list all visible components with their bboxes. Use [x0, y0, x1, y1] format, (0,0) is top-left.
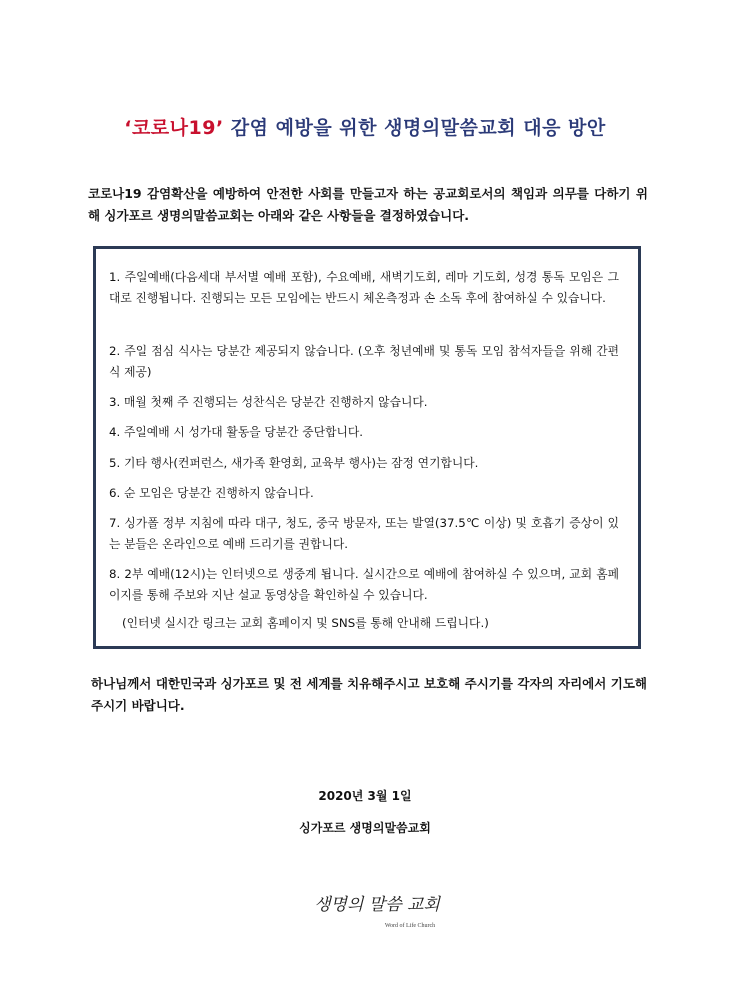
policy-item-3 [109, 392, 619, 413]
item-number: 4. [109, 425, 121, 439]
policy-item-8 [109, 564, 619, 606]
item-text: 2부 예배(12시)는 인터넷으로 생중계 됩니다. 실시간으로 예배에 참여하실 수 있으며, 교회 홈페이지를 통해 주보와 지난 설교 동영상을 확인하실 수 있습니다. [109, 567, 619, 602]
policy-item-4 [109, 422, 619, 443]
item-number: 5. [109, 456, 121, 470]
policy-item-2 [109, 341, 619, 383]
church-name: 싱가포르 생명의말씀교회 [299, 821, 431, 835]
document-date: 2020년 3월 1일 [318, 789, 412, 803]
intro-paragraph: 코로나19 감염확산을 예방하여 안전한 사회를 만들고자 하는 공교회로서의 책임과 의무를 다하기 위해 싱가포르 생명의말씀교회는 아래와 같은 사항들을 결정하였습니다. [88, 186, 648, 223]
page-title [0, 113, 730, 140]
title-accent: ‘코로나19’ [124, 117, 224, 139]
item-number: 6. [109, 486, 121, 500]
livestream-note: (인터넷 실시간 링크는 교회 홈페이지 및 SNS를 통해 안내해 드립니다.) [122, 616, 489, 630]
title-rest: 감염 예방을 위한 생명의말씀교회 대응 방안 [223, 117, 606, 139]
closing-paragraph: 하나님께서 대한민국과 싱가포르 및 전 세계를 치유해주시고 보호해 주시기를 각자의 자리에서 기도해 주시기 바랍니다. [91, 676, 647, 713]
church-logo [312, 886, 442, 932]
item-number: 1. [109, 270, 121, 284]
policy-box [93, 246, 641, 649]
logo-english: Word of Life Church [384, 923, 436, 929]
policy-item-7 [109, 513, 619, 555]
policy-item-1 [109, 267, 619, 309]
item-number: 2. [109, 344, 121, 358]
policy-item-6 [109, 483, 619, 504]
logo-korean: 생명의 말씀 교회 [314, 895, 440, 915]
item-text: 주일예배 시 성가대 활동을 당분간 중단합니다. [124, 425, 364, 439]
policy-item-5 [109, 453, 619, 474]
item-text: 순 모임은 당분간 진행하지 않습니다. [124, 486, 314, 500]
item-number: 7. [109, 516, 121, 530]
item-number: 3. [109, 395, 121, 409]
item-text: 기타 행사(컨퍼런스, 새가족 환영회, 교육부 행사)는 잠정 연기합니다. [124, 456, 479, 470]
item-number: 8. [109, 567, 121, 581]
item-text: 주일 점심 식사는 당분간 제공되지 않습니다. (오후 청년예배 및 통독 모임 참석자들을 위해 간편식 제공) [109, 344, 620, 379]
item-text: 싱가폴 정부 지침에 따라 대구, 청도, 중국 방문자, 또는 발열(37.5℃ 이상) 및 호흡기 증상이 있는 분들은 온라인으로 예배 드리기를 권합니다. [109, 516, 620, 551]
item-text: 주일예배(다음세대 부서별 예배 포함), 수요예배, 새벽기도회, 레마 기도회, 성경 통독 모임은 그대로 진행됩니다. 진행되는 모든 모임에는 반드시 체온측정과 손 소독 후에 참여하실 수 있습니다. [109, 270, 619, 305]
item-text: 매월 첫째 주 진행되는 성찬식은 당분간 진행하지 않습니다. [124, 395, 428, 409]
